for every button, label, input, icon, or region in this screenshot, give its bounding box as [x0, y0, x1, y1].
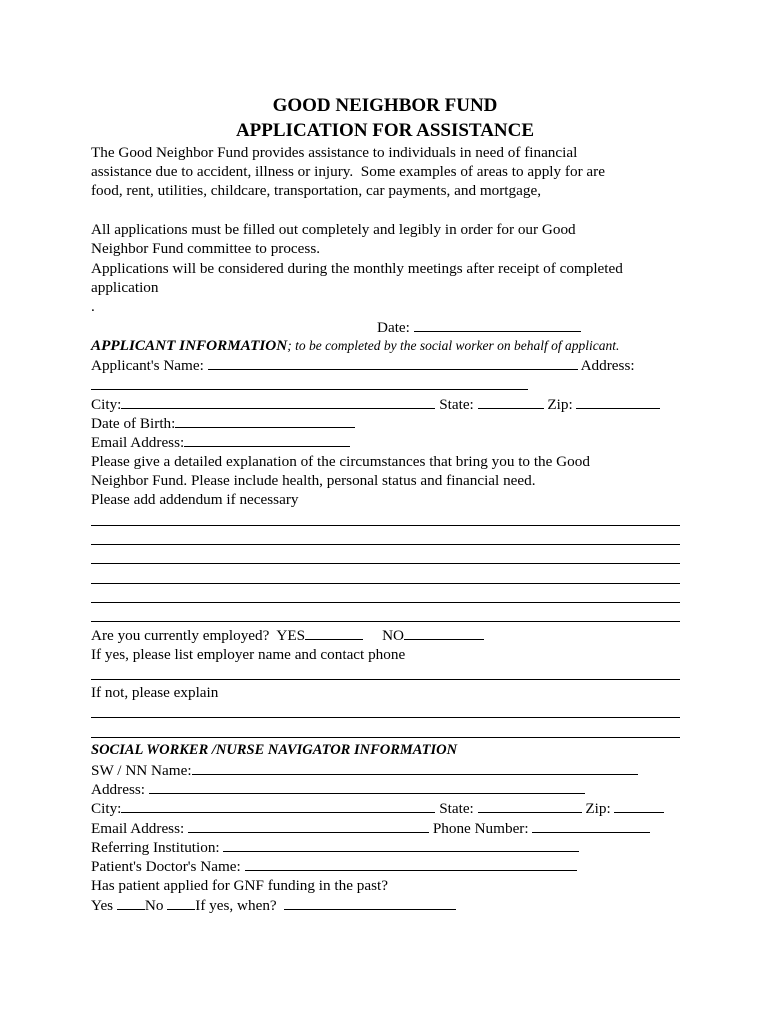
sw-phone-label: Phone Number: — [432, 820, 529, 837]
applicant-zip-label: Zip: — [547, 396, 573, 413]
sw-zip-label: Zip: — [585, 800, 611, 817]
institution-field[interactable] — [223, 837, 579, 852]
applicant-address-field[interactable] — [91, 389, 528, 390]
sw-city-field[interactable] — [121, 798, 435, 813]
applicant-email-field[interactable] — [184, 432, 350, 447]
explanation-line[interactable] — [91, 563, 680, 564]
employed-yes-field[interactable] — [305, 625, 363, 640]
form-title: GOOD NEIGHBOR FUND — [272, 95, 498, 116]
applied-answer-row — [91, 895, 456, 915]
institution-row — [91, 837, 579, 857]
employment-row — [91, 625, 484, 645]
social-worker-section-heading: SOCIAL WORKER /NURSE NAVIGATOR INFORMATION — [91, 742, 458, 758]
intro-line: assistance due to accident, illness or injury. Some examples of areas to apply for are — [91, 163, 605, 180]
not-employed-line[interactable] — [91, 737, 680, 738]
applied-yes-label: Yes — [91, 897, 114, 914]
sw-email-row — [91, 818, 650, 838]
sw-address-field[interactable] — [149, 779, 585, 794]
not-employed-prompt: If not, please explain — [91, 684, 219, 701]
intro-line: The Good Neighbor Fund provides assistance to individuals in need of financial — [91, 144, 578, 161]
explanation-prompt: Neighbor Fund. Please include health, personal status and financial need. — [91, 472, 536, 489]
explanation-line[interactable] — [91, 621, 680, 622]
sw-name-field[interactable] — [192, 760, 638, 775]
sw-zip-field[interactable] — [614, 798, 664, 813]
applicant-state-label: State: — [439, 396, 474, 413]
applicant-section-heading: APPLICANT INFORMATION — [91, 337, 288, 354]
doctor-label: Patient's Doctor's Name: — [91, 858, 241, 875]
employed-no-label: NO — [382, 627, 405, 644]
applicant-address-label: Address: — [580, 357, 635, 374]
applicant-zip-field[interactable] — [576, 394, 660, 409]
intro-line: food, rent, utilities, childcare, transportation, car payments, and mortgage, — [91, 182, 541, 199]
employed-label: Are you currently employed? YES — [91, 627, 306, 644]
explanation-line[interactable] — [91, 544, 680, 545]
explanation-line[interactable] — [91, 583, 680, 584]
dob-label: Date of Birth: — [91, 415, 176, 432]
sw-state-field[interactable] — [478, 798, 582, 813]
applicant-email-row — [91, 432, 350, 452]
applicant-state-field[interactable] — [478, 394, 544, 409]
period-mark: . — [91, 298, 95, 315]
not-employed-line[interactable] — [91, 717, 680, 718]
sw-name-row — [91, 760, 638, 780]
institution-label: Referring Institution: — [91, 839, 220, 856]
sw-email-label: Email Address: — [91, 820, 185, 837]
applicant-city-field[interactable] — [121, 394, 435, 409]
applied-question: Has patient applied for GNF funding in the past? — [91, 877, 388, 894]
applicant-name-row — [91, 355, 635, 375]
applied-no-label: No — [144, 897, 164, 914]
sw-address-row — [91, 779, 585, 799]
dob-row — [91, 413, 355, 433]
dob-field[interactable] — [175, 413, 355, 428]
sw-email-field[interactable] — [188, 818, 429, 833]
employed-no-field[interactable] — [404, 625, 484, 640]
date-row — [377, 317, 581, 337]
date-label: Date: — [377, 319, 410, 336]
explanation-line[interactable] — [91, 602, 680, 603]
applicant-city-row — [91, 394, 660, 414]
date-field[interactable] — [414, 317, 581, 332]
sw-state-label: State: — [439, 800, 474, 817]
instructions-line: All applications must be filled out completely and legibly in order for our Good — [91, 221, 576, 238]
instructions-line: Applications will be considered during the monthly meetings after receipt of completed — [91, 260, 623, 277]
applied-yes-field[interactable] — [117, 895, 145, 910]
applied-when-label: If yes, when? — [195, 897, 277, 914]
explanation-line[interactable] — [91, 525, 680, 526]
employer-prompt: If yes, please list employer name and contact phone — [91, 646, 406, 663]
form-subtitle: APPLICATION FOR ASSISTANCE — [235, 120, 535, 141]
instructions-line: Neighbor Fund committee to process. — [91, 240, 321, 257]
explanation-prompt: Please add addendum if necessary — [91, 491, 299, 508]
sw-city-label: City: — [91, 800, 122, 817]
applied-no-field[interactable] — [167, 895, 195, 910]
sw-phone-field[interactable] — [532, 818, 650, 833]
applicant-heading-note: ; to be completed by the social worker on behalf of applicant. — [287, 338, 620, 353]
applicant-name-label: Applicant's Name: — [91, 357, 204, 374]
doctor-row — [91, 856, 577, 876]
applicant-email-label: Email Address: — [91, 434, 185, 451]
explanation-prompt: Please give a detailed explanation of the circumstances that bring you to the Good — [91, 453, 590, 470]
doctor-field[interactable] — [245, 856, 577, 871]
applicant-heading-row — [91, 336, 619, 355]
instructions-line: application — [91, 279, 159, 296]
applicant-name-field[interactable] — [208, 355, 578, 370]
sw-address-label: Address: — [91, 781, 145, 798]
applied-when-field[interactable] — [284, 895, 456, 910]
applicant-city-label: City: — [91, 396, 122, 413]
employer-line[interactable] — [91, 679, 680, 680]
sw-name-label: SW / NN Name: — [91, 762, 192, 779]
sw-city-row — [91, 798, 664, 818]
